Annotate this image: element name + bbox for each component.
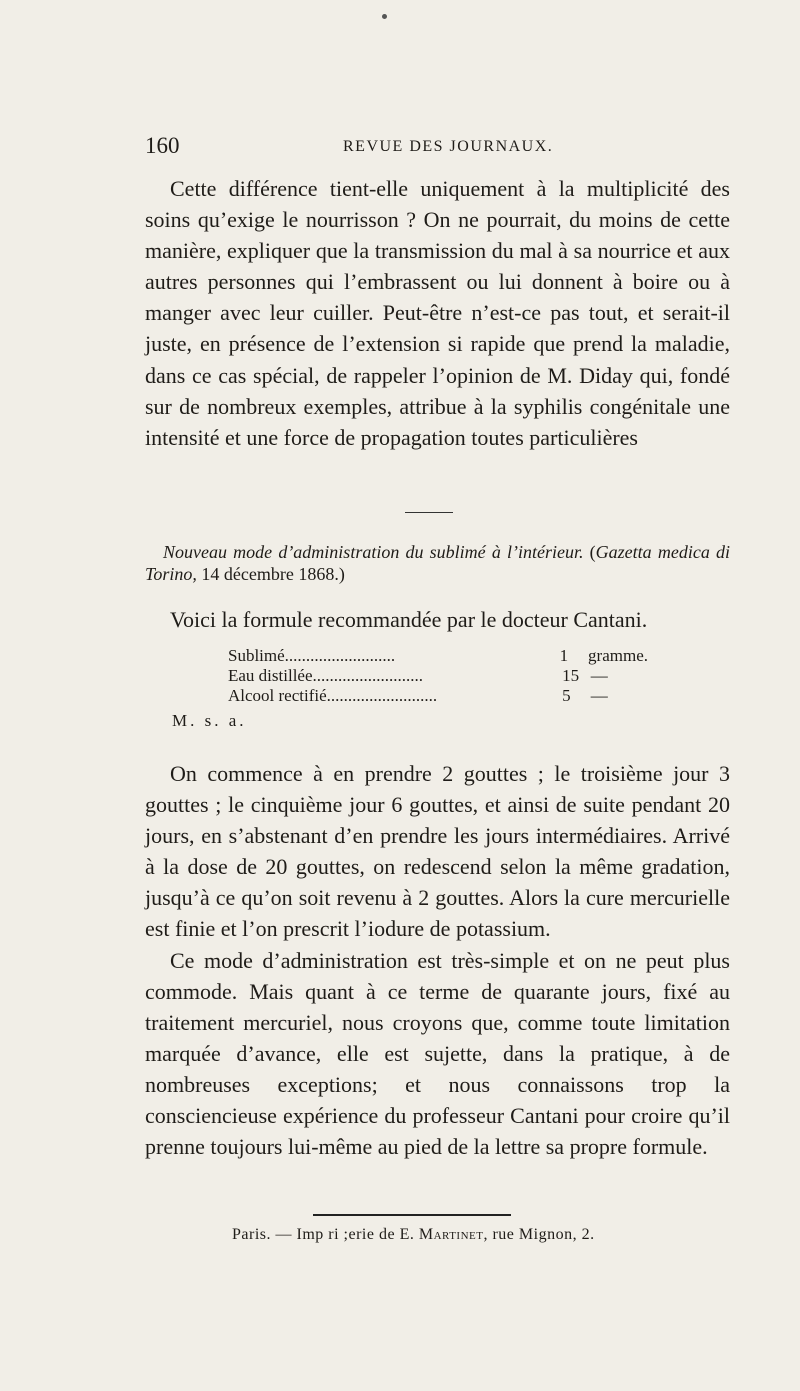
paragraph-1 [145,173,730,453]
section-divider [405,512,453,513]
citation-source: Gazetta medica di Torino, [145,542,730,584]
citation-date: 14 décembre 1868.) [201,564,345,584]
ingredient-name: Alcool rectifié.......................... [228,686,438,705]
printer-imprint [232,1226,595,1244]
paragraph-3 [145,758,730,1162]
ingredient-quantity: 1 [559,646,569,665]
ingredient-name: Eau distillée.......................... [228,666,424,685]
ingredient-quantity: 5 [562,686,571,705]
running-title: REVUE DES JOURNAUX. [343,138,554,155]
formula-row [228,686,648,706]
formula-row [228,646,648,666]
citation-paren: ( [589,542,596,562]
ingredient-unit: — [590,686,608,705]
paragraph-1-text: Cette différence tient-elle uniquement à la multiplicité des soins qu’exige le nourrisson ? On ne pourrait, du moins de cette manière, expliquer que la transmission du mal à sa nourrice et aux autres personnes qui l’embrassent ou lui donnent à boire ou à manger avec leur cuiller. Peut-être n’est-ce pas tout, et serait-il juste, en présence de l’extension si rapide que prend la maladie, dans ce cas spécial, de rappeler l’opinion de M. Diday qui, fondé sur de nombreux exemples, attribue à la syphilis congénitale une intensité et une force de propagation toutes particulières [145,176,730,450]
imprint-address: rue Mignon, 2. [492,1226,595,1243]
paragraph-2 [145,604,730,635]
paragraph-2-text: Voici la formule recommandée par le docteur Cantani. [170,607,648,632]
citation-title: Nouveau mode d’administration du sublimé à l’intérieur. [163,542,584,562]
article-citation [145,541,730,585]
formula-row [228,666,648,686]
ingredient-name: Sublimé.......................... [228,646,396,665]
formula-instruction: M. s. a. [172,711,247,730]
paragraph-3-text: On commence à en prendre 2 gouttes ; le troisième jour 3 gouttes ; le cinquième jour 6 gouttes, et ainsi de suite pendant 20 jours, en s’abstenant d’en prendre les jours intermédiaires. Arrivé à la dose de 20 gouttes, on redescend selon la même gradation, jusqu’à ce qu’on soit revenu à 2 gouttes. Alors la cure mercurielle est finie et l’on prescrit l’iodure de potassium. [145,761,730,942]
paragraph-4-text: Ce mode d’administration est très-simple et on ne peut plus commode. Mais quant à ce terme de quarante jours, fixé au traitement mercuriel, nous croyons que, comme toute limitation marquée d’avance, elle est sujette, dans la pratique, à de nombreuses exceptions; et nous connaissons trop la consciencieuse expérience du professeur Cantani pour croire qu’il prenne toujours lui-même au pied de la lettre sa propre formule. [145,947,730,1160]
page-header [145,133,730,163]
ingredient-quantity: 15 [562,666,580,685]
ingredient-unit: — [590,666,608,685]
printer-dot [382,14,387,19]
page-number: 160 [145,133,180,158]
footer-rule [313,1214,511,1216]
imprint-printer-name: Martinet, [418,1226,488,1243]
formula-table [228,646,648,706]
imprint-text: Paris. — Imp ri ;erie de E. [232,1226,415,1243]
ingredient-unit: gramme. [588,646,648,665]
